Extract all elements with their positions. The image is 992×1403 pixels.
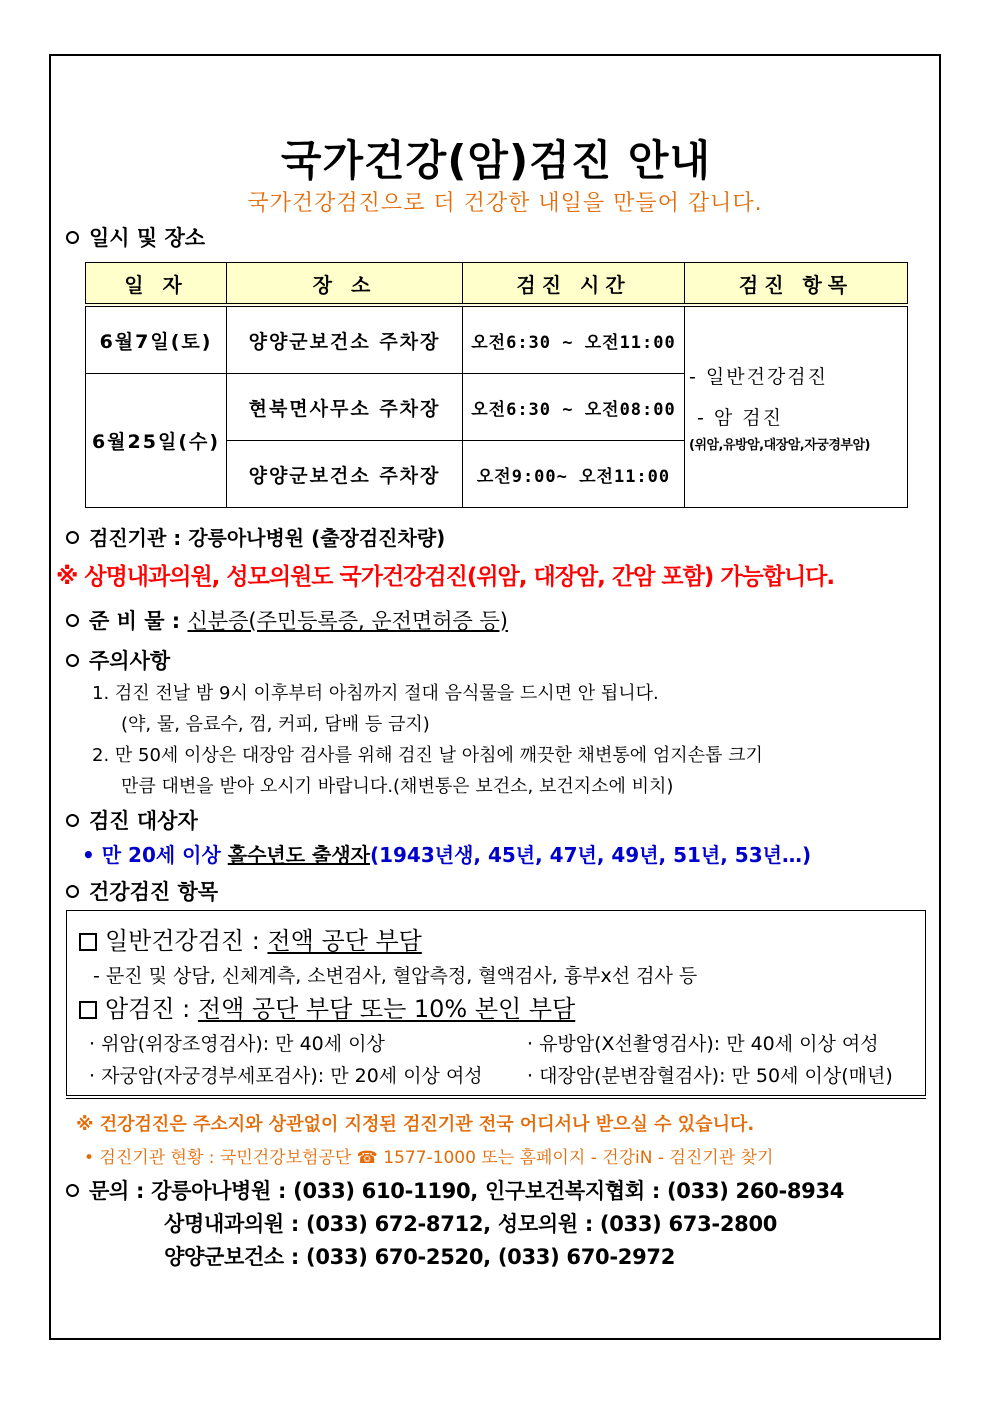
target-suffix: (1943년생, 45년, 47년, 49년, 51년, 53년…) [369,843,812,867]
checkbox-square-icon [79,933,97,951]
circle-bullet-icon [66,654,79,667]
circle-bullet-icon [66,231,79,244]
cancer-checkup-heading [79,989,575,1024]
time-cell: 오전6:30 ~ 오전08:00 [463,374,685,441]
items-cell [685,305,908,508]
caution-line: 1. 검진 전날 밤 9시 이후부터 아침까지 절대 음식물을 드시면 안 됩니다. [92,683,659,704]
cancer-item: · 대장암(분변잠혈검사): 만 50세 이상(매년) [527,1065,893,1087]
schedule-heading [66,222,205,252]
col-time: 검진 시간 [463,263,685,306]
cancer-value: 전액 공단 부담 또는 10% 본인 부담 [197,995,576,1023]
general-checkup-heading [79,921,422,956]
caution-line: (약, 물, 음료수, 껌, 커피, 담배 등 금지) [121,714,430,735]
date-cell: 6월7일(토) [86,305,227,374]
page-title: 국가건강(암)검진 안내 [280,136,712,185]
col-date: 일 자 [86,263,227,306]
schedule-heading-text: 일시 및 장소 [89,226,206,250]
box-underline [66,1098,926,1099]
place-cell: 양양군보건소 주차장 [227,441,463,508]
time-cell: 오전9:00~ 오전11:00 [463,441,685,508]
circle-bullet-icon [66,1184,79,1197]
circle-bullet-icon [66,531,79,544]
cancer-item: · 위암(위장조영검사): 만 40세 이상 [89,1033,385,1055]
institution-text: 검진기관 : 강릉아나병원 (출장검진차량) [89,526,446,550]
place-cell: 현북면사무소 주차장 [227,374,463,441]
contact-text: 강릉아나병원 : (033) 610-1190, 인구보건복지협회 : (033) 260-8934 [151,1179,845,1203]
table-row [86,305,908,374]
page-subtitle: 국가건강검진으로 더 건강한 내일을 만들어 갑니다. [247,191,763,216]
checkup-heading-text: 건강검진 항목 [89,880,219,904]
target-prefix: • 만 20세 이상 [82,843,228,867]
item-cancer-types: (위암,유방암,대장암,자궁경부암) [689,437,870,453]
target-heading [66,805,198,835]
place-cell: 양양군보건소 주차장 [227,305,463,374]
circle-bullet-icon [66,814,79,827]
item-cancer: - 암 검진 [697,406,783,429]
caution-line: 2. 만 50세 이상은 대장암 검사를 위해 검진 날 아침에 깨끗한 채변통에 엄지손톱 크기 [92,745,763,766]
clinic-notice: ※ 상명내과의원, 성모의원도 국가건강검진(위암, 대장암, 간암 포함) 가능합니다. [56,564,835,590]
cancer-item: · 자궁암(자궁경부세포검사): 만 20세 이상 여성 [89,1065,483,1087]
contact-line-2: 상명내과의원 : (033) 672-8712, 성모의원 : (033) 673-2800 [164,1212,778,1236]
checkbox-square-icon [79,1001,97,1019]
contact-label: 문의 : [89,1179,145,1203]
lookup-notice: • 검진기관 현황 : 국민건강보험공단 ☎ 1577-1000 또는 홈페이지 - 건강iN - 검진기관 찾기 [84,1148,774,1168]
target-heading-text: 검진 대상자 [89,809,198,833]
nationwide-notice: ※ 건강검진은 주소지와 상관없이 지정된 검진기관 전국 어디서나 받으실 수 있습니다. [76,1114,755,1135]
circle-bullet-icon [66,614,79,627]
circle-bullet-icon [66,885,79,898]
cancer-item: · 유방암(X선촬영검사): 만 40세 이상 여성 [527,1033,879,1055]
target-line [82,839,811,868]
general-value: 전액 공단 부담 [267,927,422,955]
time-cell: 오전6:30 ~ 오전11:00 [463,305,685,374]
col-place: 장 소 [227,263,463,306]
item-general: - 일반건강검진 [689,365,829,388]
cautions-heading [66,645,170,675]
prep-line [66,605,508,635]
general-detail: - 문진 및 상담, 신체계측, 소변검사, 혈압측정, 혈액검사, 흉부x선 검사 등 [93,965,698,987]
cancer-label: 암검진 : [105,995,198,1023]
caution-line: 만큼 대변을 받아 오시기 바랍니다.(채변통은 보건소, 보건지소에 비치) [121,776,674,797]
contact-line-1 [66,1175,844,1205]
prep-label: 준 비 물 : [89,609,181,633]
schedule-table [85,262,908,508]
date-cell: 6월25일(수) [86,374,227,508]
institution-line [66,522,445,551]
table-header-row [86,263,908,306]
cautions-heading-text: 주의사항 [89,649,171,673]
prep-value: 신분증(주민등록증, 운전면허증 등) [187,609,508,633]
target-underlined: 홀수년도 출생자 [227,843,370,867]
general-label: 일반건강검진 : [105,927,268,955]
contact-line-3: 양양군보건소 : (033) 670-2520, (033) 670-2972 [164,1245,676,1269]
col-items: 검진 항목 [685,263,908,306]
checkup-box [66,910,926,1096]
checkup-heading [66,876,218,906]
